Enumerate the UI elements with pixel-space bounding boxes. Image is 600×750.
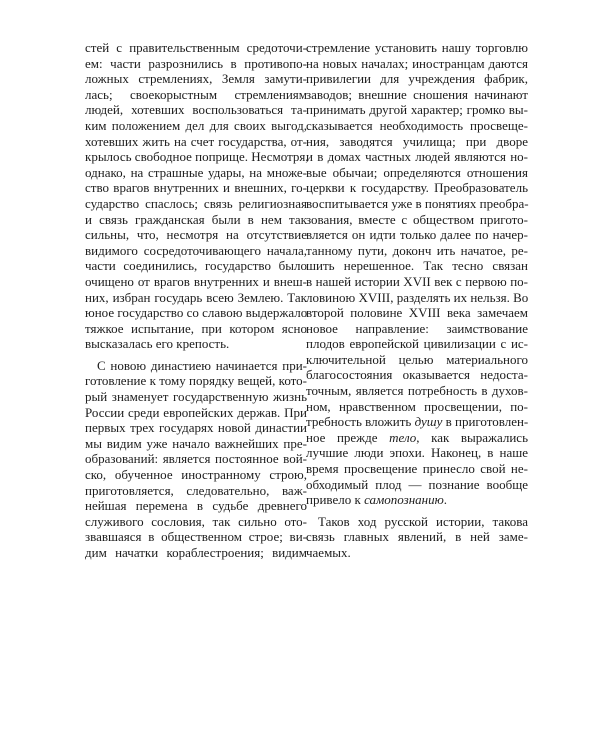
text-segment: точным, является потребность в духов- bbox=[306, 383, 528, 399]
text-segment: нейшая перемена в судьбе древнего bbox=[85, 498, 307, 514]
text-line bbox=[306, 40, 528, 56]
text-line bbox=[85, 305, 307, 321]
text-segment: крылось свободное поприще. Несмотря, bbox=[85, 149, 309, 165]
right-text-column bbox=[306, 40, 528, 561]
text-line bbox=[306, 352, 528, 368]
text-segment: С новою династиею начинается при- bbox=[97, 357, 307, 373]
text-line bbox=[306, 477, 528, 493]
text-line bbox=[85, 134, 307, 150]
text-segment: части соединились, государство было bbox=[85, 258, 307, 274]
text-line bbox=[85, 71, 307, 87]
text-line bbox=[85, 102, 307, 118]
text-line bbox=[306, 545, 528, 561]
text-segment: юное государство со славою выдержало bbox=[85, 305, 308, 321]
text-line bbox=[85, 373, 307, 389]
text-line bbox=[306, 118, 528, 134]
text-segment: дим начатки кораблестроения; видим bbox=[85, 545, 307, 560]
text-segment: рый знаменует государственную жизнь bbox=[85, 389, 307, 405]
text-line bbox=[85, 290, 307, 306]
text-segment: связь главных явлений, в ней заме- bbox=[306, 529, 528, 545]
text-line bbox=[85, 227, 307, 243]
text-segment: ния, заводятся училища; при дворе bbox=[306, 133, 528, 149]
italic-emphasis: душу bbox=[414, 414, 443, 430]
text-line bbox=[85, 321, 307, 337]
text-line bbox=[306, 414, 528, 430]
text-segment: танному пути, доконч ить начатое, ре- bbox=[306, 242, 528, 258]
text-segment: ловиною XVIII, разделять их нельзя. Во bbox=[306, 289, 529, 305]
text-line bbox=[85, 40, 307, 56]
text-line bbox=[306, 529, 528, 545]
text-segment: Таков ход русской истории, такова bbox=[318, 513, 528, 529]
text-line bbox=[306, 71, 528, 87]
text-line bbox=[306, 461, 528, 477]
text-line bbox=[306, 514, 528, 530]
text-line bbox=[306, 399, 528, 415]
text-line bbox=[306, 87, 528, 103]
text-segment: принимать другой характер; громко вы- bbox=[306, 102, 528, 118]
text-segment: тяжкое испытание, при котором ясно bbox=[85, 320, 307, 336]
text-line bbox=[306, 367, 528, 383]
text-segment: сударство спаслось; связь религиозная bbox=[85, 195, 307, 211]
text-segment: обходимый плод — познание вообще bbox=[306, 476, 528, 492]
text-segment: церкви к государству. Преобразователь bbox=[306, 180, 528, 196]
text-segment: ключительной целью материального bbox=[306, 351, 528, 367]
text-line bbox=[306, 212, 528, 228]
text-line bbox=[85, 87, 307, 103]
text-line bbox=[306, 102, 528, 118]
italic-emphasis: самопознанию bbox=[364, 492, 444, 508]
text-line bbox=[85, 451, 307, 467]
text-line bbox=[306, 149, 528, 165]
text-segment: сильны, что, несмотря на отсутствие bbox=[85, 227, 307, 243]
text-line bbox=[85, 212, 307, 228]
left-text-column bbox=[85, 40, 307, 561]
text-line bbox=[85, 149, 307, 165]
text-line bbox=[306, 196, 528, 212]
text-segment: ном, нравственном просвещении, по- bbox=[306, 398, 528, 414]
text-segment: привилегии для учреждения фабрик, bbox=[306, 71, 528, 87]
text-segment: звавшаяся в общественном строе; ви- bbox=[85, 529, 307, 545]
text-line bbox=[306, 56, 528, 72]
text-line bbox=[85, 529, 307, 545]
text-line bbox=[85, 165, 307, 181]
text-segment: привело к bbox=[306, 492, 365, 508]
text-segment: стремление установить нашу торговлю bbox=[306, 40, 528, 55]
text-line bbox=[85, 243, 307, 259]
text-line bbox=[306, 258, 528, 274]
text-line bbox=[306, 165, 528, 181]
text-segment: приготовляется, следовательно, важ- bbox=[85, 482, 307, 498]
text-line bbox=[85, 274, 307, 290]
text-segment: ложных стремлениях, Земля замути- bbox=[85, 71, 307, 87]
text-segment: чаемых. bbox=[306, 545, 351, 560]
text-line bbox=[306, 134, 528, 150]
text-line bbox=[85, 336, 307, 352]
text-line bbox=[85, 358, 307, 374]
text-line bbox=[306, 445, 528, 461]
text-line bbox=[85, 498, 307, 514]
text-segment: в приготовлен- bbox=[442, 414, 529, 430]
text-segment: в нашей истории XVII век с первою по- bbox=[306, 273, 528, 289]
text-segment: хотевших жить на счет государства, от- bbox=[85, 133, 307, 149]
text-segment: них, избран государь всею Землею. Так bbox=[85, 289, 307, 305]
text-segment: готовление к тому порядку вещей, кото- bbox=[85, 373, 307, 389]
text-segment: ем: части разрознились в противопо- bbox=[85, 55, 307, 71]
text-segment: на новых началах; иностранцам даются bbox=[306, 55, 528, 71]
text-segment: России среди европейских держав. При bbox=[85, 404, 307, 420]
text-line bbox=[306, 227, 528, 243]
text-segment: время просвещение принесло свой не- bbox=[306, 461, 528, 477]
text-segment: вляется он идти только далее по начер- bbox=[306, 227, 528, 243]
text-segment: ство врагов внутренних и внешних, го- bbox=[85, 180, 307, 196]
text-line bbox=[306, 492, 528, 508]
text-segment: первых трех государях новой династии bbox=[85, 420, 307, 436]
text-segment: требность вложить bbox=[306, 414, 415, 430]
text-segment: высказалась его крепость. bbox=[85, 336, 230, 352]
italic-emphasis: тело bbox=[389, 429, 417, 445]
text-line bbox=[85, 467, 307, 483]
text-segment: однако, на страшные удары, на множе- bbox=[85, 164, 307, 180]
text-segment: ким положением дел для своих выгод, bbox=[85, 117, 307, 133]
text-segment: , как выражались bbox=[416, 429, 529, 445]
text-line bbox=[85, 514, 307, 530]
text-line bbox=[85, 483, 307, 499]
text-segment: видимого сосредоточивающего начала, bbox=[85, 242, 307, 258]
text-line bbox=[306, 274, 528, 290]
text-segment: очищено от врагов внутренних и внеш- bbox=[85, 273, 307, 289]
text-line bbox=[306, 321, 528, 337]
text-line bbox=[85, 196, 307, 212]
text-line bbox=[85, 118, 307, 134]
text-segment: служивого сословия, так сильно ото- bbox=[85, 513, 307, 529]
text-segment: лучшие люди эпохи. Наконец, в наше bbox=[306, 445, 528, 461]
text-segment: новое направление: заимствование bbox=[306, 320, 528, 336]
text-segment: и в домах частных людей являются но- bbox=[306, 149, 528, 165]
text-line bbox=[306, 180, 528, 196]
text-segment: сказывается необходимость просвеще- bbox=[306, 117, 528, 133]
text-segment: вые обычаи; определяются отношения bbox=[306, 164, 528, 180]
text-line bbox=[85, 420, 307, 436]
text-line bbox=[306, 383, 528, 399]
text-segment: плодов европейской цивилизации с ис- bbox=[306, 336, 528, 352]
text-segment: . bbox=[443, 492, 448, 508]
text-line bbox=[85, 545, 307, 561]
text-line bbox=[85, 258, 307, 274]
text-segment: лась; своекорыстным стремлениям bbox=[85, 86, 307, 102]
text-segment: людей, хотевших воспользоваться та- bbox=[85, 102, 307, 118]
text-segment: ное прежде bbox=[306, 429, 390, 445]
text-line bbox=[306, 336, 528, 352]
text-segment: и связь гражданская были в нем так bbox=[85, 211, 307, 227]
text-segment: зования, вместе с обществом пригото- bbox=[306, 211, 528, 227]
text-segment: ско, обученное иностранному строю, bbox=[85, 467, 307, 483]
text-line bbox=[85, 56, 307, 72]
text-line bbox=[306, 243, 528, 259]
text-line bbox=[85, 389, 307, 405]
text-line bbox=[85, 436, 307, 452]
text-segment: шить нерешенное. Так тесно связан bbox=[306, 258, 528, 274]
text-segment: заводов; внешние сношения начинают bbox=[306, 86, 528, 102]
text-line bbox=[85, 180, 307, 196]
text-segment: второй половине XVIII века замечаем bbox=[306, 305, 528, 321]
text-segment: воспитывается уже в понятиях преобра- bbox=[306, 195, 529, 211]
text-segment: образований: является постоянное вой- bbox=[85, 451, 307, 467]
text-segment: мы видим уже начало важнейших пре- bbox=[85, 435, 307, 451]
text-segment: стей с правительственным средоточи- bbox=[85, 40, 307, 55]
text-line bbox=[306, 430, 528, 446]
text-line bbox=[306, 290, 528, 306]
text-segment: благосостояния оказывается недоста- bbox=[306, 367, 528, 383]
text-line bbox=[306, 305, 528, 321]
text-line bbox=[85, 405, 307, 421]
